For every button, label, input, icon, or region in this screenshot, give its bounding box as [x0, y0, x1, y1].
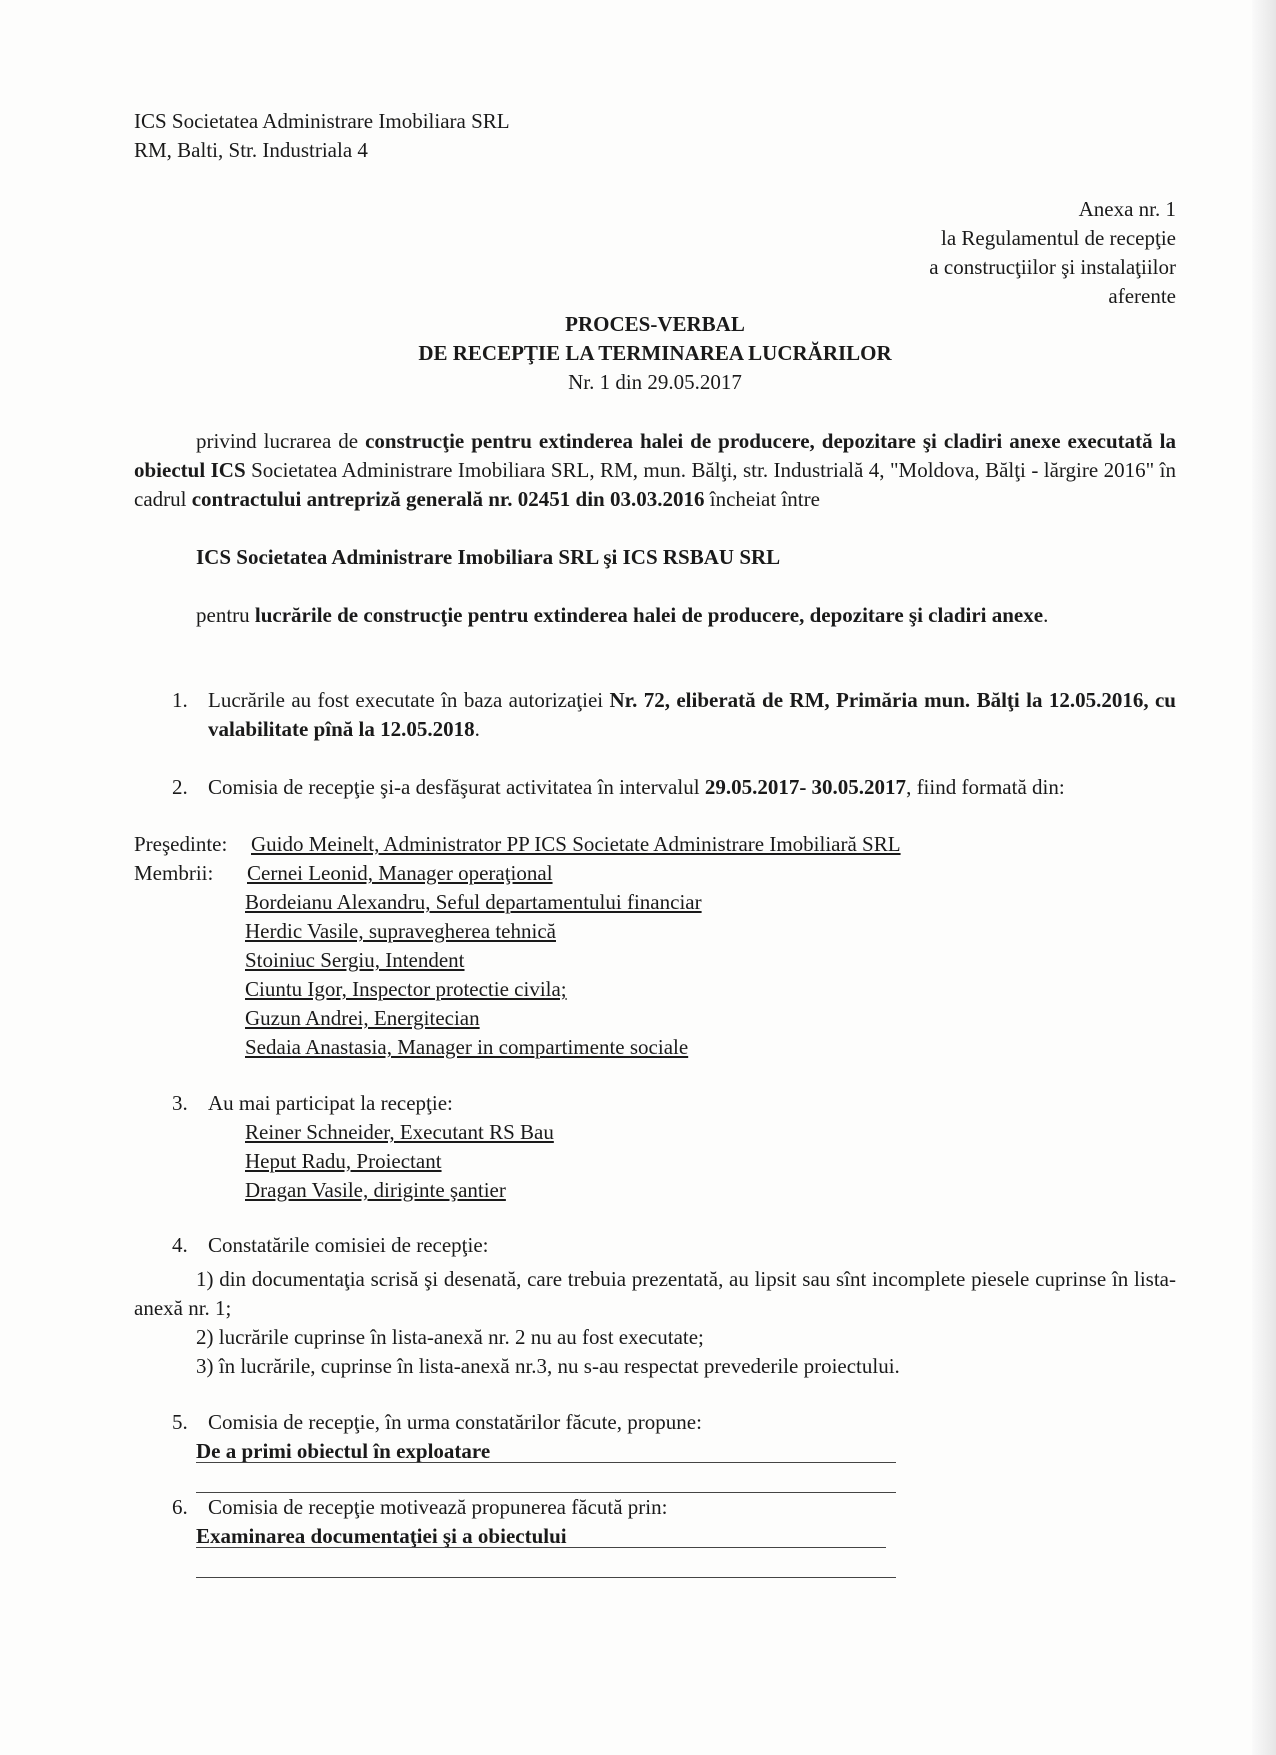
item5-text: Comisia de recepţie, în urma constatărilor făcute, propune: [208, 1410, 702, 1434]
company-address: RM, Balti, Str. Industriala 4 [134, 138, 368, 162]
finding: 1) din documentaţia scrisă şi desenată, care trebuia prezentată, au lipsit sau sînt incomplete piesele cuprinse în lista-anexă nr. 1; [134, 1267, 1176, 1320]
president-name: Guido Meinelt, Administrator PP ICS Societate Administrare Imobiliară SRL [251, 832, 901, 856]
annex-line: aferente [1108, 284, 1176, 308]
item4-text: Constatările comisiei de recepţie: [208, 1233, 489, 1257]
member: Bordeianu Alexandru, Seful departamentului financiar [245, 890, 702, 914]
doc-number: Nr. 1 din 29.05.2017 [568, 370, 742, 394]
text: pentru [196, 603, 255, 627]
item-number: 5. [172, 1410, 188, 1434]
text: privind lucrarea de [196, 429, 366, 453]
doc-subtitle: DE RECEPŢIE LA TERMINAREA LUCRĂRILOR [418, 341, 892, 365]
item6-answer: Examinarea documentaţiei şi a obiectului [196, 1524, 567, 1548]
participant: Heput Radu, Proiectant [245, 1149, 442, 1173]
members-label: Membrii: [134, 861, 214, 885]
item-number: 2. [172, 775, 188, 799]
purpose-paragraph [134, 601, 1176, 630]
item3-text: Au mai participat la recepţie: [208, 1091, 453, 1115]
item6-text: Comisia de recepţie motivează propunerea făcută prin: [208, 1495, 668, 1519]
scan-edge [1252, 0, 1276, 1755]
annex-line: Anexa nr. 1 [1078, 197, 1176, 221]
text: Comisia de recepţie şi-a desfăşurat activitatea în intervalul [208, 775, 705, 799]
text: , fiind formată din: [906, 775, 1065, 799]
text: Lucrările au fost executate în baza autorizaţiei [208, 688, 610, 712]
member: Sedaia Anastasia, Manager in compartimente sociale [245, 1035, 689, 1059]
company-name: ICS Societatea Administrare Imobiliara SRL [134, 109, 510, 133]
parties: ICS Societatea Administrare Imobiliara SRL şi ICS RSBAU SRL [196, 545, 781, 569]
answer-line [196, 1462, 896, 1463]
text-bold: lucrările de construcţie pentru extinderea halei de producere, depozitare şi cladiri anexe [254, 603, 1044, 627]
member: Herdic Vasile, supravegherea tehnică [245, 919, 556, 943]
participant: Reiner Schneider, Executant RS Bau [245, 1120, 554, 1144]
item-number: 1. [172, 688, 188, 712]
text: . [474, 717, 480, 741]
text-bold: contractului antrepriză generală nr. 02451 din 03.03.2016 [191, 487, 705, 511]
item2-text [208, 773, 1176, 802]
item-number: 4. [172, 1233, 188, 1257]
intro-paragraph [134, 427, 1176, 514]
president-label: Preşedinte: [134, 832, 228, 856]
text-bold: 29.05.2017- 30.05.2017 [704, 775, 907, 799]
item-number: 3. [172, 1091, 188, 1115]
member: Ciuntu Igor, Inspector protectie civila; [245, 977, 567, 1001]
president [251, 830, 901, 859]
member: Cernei Leonid, Manager operaţional [247, 861, 553, 885]
doc-title: PROCES-VERBAL [565, 312, 745, 336]
answer-line [196, 1547, 886, 1548]
text-bold: construcţie pentru extinderea halei de producere, depozitare şi cladiri anexe executată la obiectul ICS [134, 429, 1176, 482]
item1-text [208, 686, 1176, 744]
text: Societatea Administrare Imobiliara SRL, RM, mun. Bălţi, str. Industrială 4, "Moldova, Bălţi - lărgire 2016" în cadrul [134, 458, 1177, 511]
annex-line: la Regulamentul de recepţie [941, 226, 1176, 250]
text-bold: Nr. 72, eliberată de RM, Primăria mun. Bălţi la 12.05.2016, cu valabilitate pînă la 12.05.2018 [208, 688, 1176, 741]
finding: 3) în lucrările, cuprinse în lista-anexă nr.3, nu s-au respectat prevederile proiectului. [196, 1354, 900, 1378]
answer-line [196, 1577, 896, 1578]
member: Stoiniuc Sergiu, Intendent [245, 948, 465, 972]
item5-answer: De a primi obiectul în exploatare [196, 1439, 491, 1463]
annex-line: a construcţiilor şi instalaţiilor [929, 255, 1176, 279]
text: încheiat între [704, 487, 820, 511]
participant: Dragan Vasile, diriginte şantier [245, 1178, 506, 1202]
text: . [1043, 603, 1049, 627]
finding: 2) lucrările cuprinse în lista-anexă nr. 2 nu au fost executate; [196, 1325, 704, 1349]
item-number: 6. [172, 1495, 188, 1519]
member: Guzun Andrei, Energitecian [245, 1006, 480, 1030]
